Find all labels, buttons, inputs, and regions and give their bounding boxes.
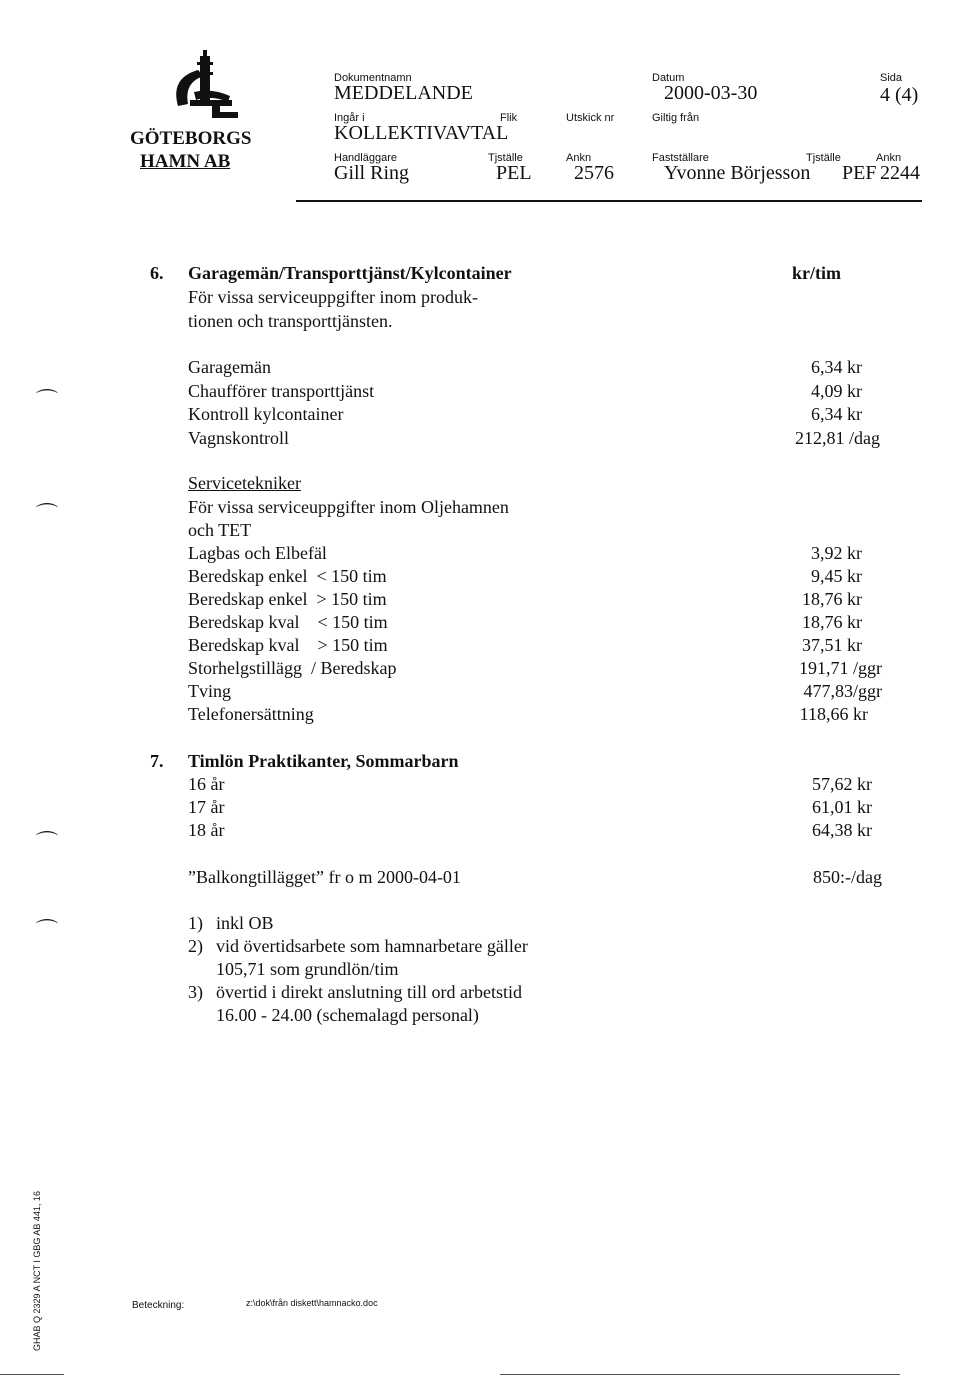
section7-row-value-0: 57,62 kr (812, 774, 872, 794)
dokumentnamn-value: MEDDELANDE (334, 82, 473, 104)
note-text-2a: vid övertidsarbete som hamnarbetare gäller (216, 936, 528, 956)
group2-value-2: 18,76 kr (802, 589, 862, 609)
group2-label-2: Beredskap enkel > 150 tim (188, 589, 387, 609)
punch-mark: ⌒ (36, 919, 59, 944)
group1-value-0: 6,34 kr (811, 357, 862, 377)
ingar-i-value: KOLLEKTIVAVTAL (334, 122, 509, 144)
group2-value-7: 118,66 kr (799, 704, 868, 724)
beteckning-label: Beteckning: (132, 1300, 185, 1311)
punch-mark: ⌒ (36, 389, 59, 414)
handlaggare-value: Gill Ring (334, 162, 410, 184)
section6-title: Garagemän/Transporttjänst/Kylcontainer (188, 263, 512, 283)
group2-desc-line1: För vissa serviceuppgifter inom Oljehamnen (188, 497, 509, 517)
tjanstalle2-label: Tjställe (806, 152, 841, 164)
footer-filepath: z:\dok\från diskett\hamnacko.doc (246, 1298, 378, 1308)
ingar-i-label: Ingår i (334, 112, 365, 124)
note-text-3a: övertid i direkt anslutning till ord arbetstid (216, 982, 522, 1002)
section6-number: 6. (150, 263, 164, 283)
sida-label: Sida (880, 72, 903, 84)
datum-label: Datum (652, 72, 685, 84)
group2-label-4: Beredskap kval > 150 tim (188, 635, 388, 655)
header-divider (296, 200, 922, 202)
logo-line2: HAMN AB (140, 151, 231, 172)
tjanstalle-label: Tjställe (488, 152, 523, 164)
section6-desc-line2: tionen och transporttjänsten. (188, 311, 393, 331)
handlaggare-label: Handläggare (334, 152, 397, 164)
tjanstalle2-value: PEF (842, 162, 877, 184)
group1-value-2: 6,34 kr (811, 404, 862, 424)
group2-label-6: Tving (188, 681, 231, 701)
group1-value-3: 212,81 /dag (795, 428, 880, 448)
section7-number: 7. (150, 751, 164, 771)
group2-heading: Servicetekniker (188, 473, 301, 493)
datum-value: 2000-03-30 (664, 82, 758, 104)
group2-value-3: 18,76 kr (802, 612, 862, 632)
group2-label-3: Beredskap kval < 150 tim (188, 612, 388, 632)
giltig-label: Giltig från (652, 112, 700, 124)
group1-label-2: Kontroll kylcontainer (188, 404, 344, 424)
side-form-code: GHAB Q 2329 A NCT I GBG AB 441, 16 (32, 1191, 42, 1351)
sida-value: 4 (4) (880, 84, 919, 106)
logo-line1: GÖTEBORGS (130, 128, 252, 149)
group2-label-0: Lagbas och Elbefäl (188, 543, 327, 563)
section6-unit: kr/tim (792, 263, 841, 283)
group2-label-1: Beredskap enkel < 150 tim (188, 566, 387, 586)
note-marker-3: 3) (188, 982, 203, 1002)
group2-value-0: 3,92 kr (811, 543, 862, 563)
section7-row-label-2: 18 år (188, 820, 225, 840)
note-marker-2: 2) (188, 936, 203, 956)
group1-value-1: 4,09 kr (811, 381, 862, 401)
section6-desc-line1: För vissa serviceuppgifter inom produk- (188, 287, 478, 307)
faststallare-label: Fastställare (652, 152, 709, 164)
note-marker-1: 1) (188, 913, 203, 933)
section7-title: Timlön Praktikanter, Sommarbarn (188, 751, 459, 771)
balkong-value: 850:-/dag (813, 867, 882, 887)
group2-desc-line2: och TET (188, 520, 252, 540)
balkong-label: ”Balkongtillägget” fr o m 2000-04-01 (188, 867, 461, 887)
note-text-2b: 105,71 som grundlön/tim (216, 959, 399, 979)
dokumentnamn-label: Dokumentnamn (334, 72, 412, 84)
footer-rule-right (500, 1374, 900, 1375)
ankn-value: 2576 (574, 162, 614, 184)
section7-row-label-1: 17 år (188, 797, 225, 817)
note-text-1: inkl OB (216, 913, 274, 933)
flik-label: Flik (500, 112, 518, 124)
note-text-3b: 16.00 - 24.00 (schemalagd personal) (216, 1005, 479, 1025)
group2-label-7: Telefonersättning (188, 704, 314, 724)
group2-value-1: 9,45 kr (811, 566, 862, 586)
utskick-label: Utskick nr (566, 112, 615, 124)
punch-mark: ⌒ (36, 831, 59, 856)
footer-rule-left (0, 1374, 64, 1375)
ankn-label: Ankn (566, 152, 592, 164)
group1-label-3: Vagnskontroll (188, 428, 289, 448)
punch-mark: ⌒ (36, 503, 59, 528)
tjanstalle-value: PEL (496, 162, 532, 184)
ankn2-value: 2244 (880, 162, 920, 184)
group2-label-5: Storhelgstillägg / Beredskap (188, 658, 397, 678)
faststallare-value: Yvonne Börjesson (664, 162, 811, 184)
group1-label-1: Chaufförer transporttjänst (188, 381, 375, 401)
group1-label-0: Garagemän (188, 357, 271, 377)
section7-row-value-2: 64,38 kr (812, 820, 872, 840)
group2-value-5: 191,71 /ggr (799, 658, 882, 678)
section7-row-value-1: 61,01 kr (812, 797, 872, 817)
group2-value-6: 477,83/ggr (803, 681, 882, 701)
ankn2-label: Ankn (876, 152, 902, 164)
lighthouse-logo-icon (160, 48, 270, 128)
group2-value-4: 37,51 kr (802, 635, 862, 655)
section7-row-label-0: 16 år (188, 774, 225, 794)
